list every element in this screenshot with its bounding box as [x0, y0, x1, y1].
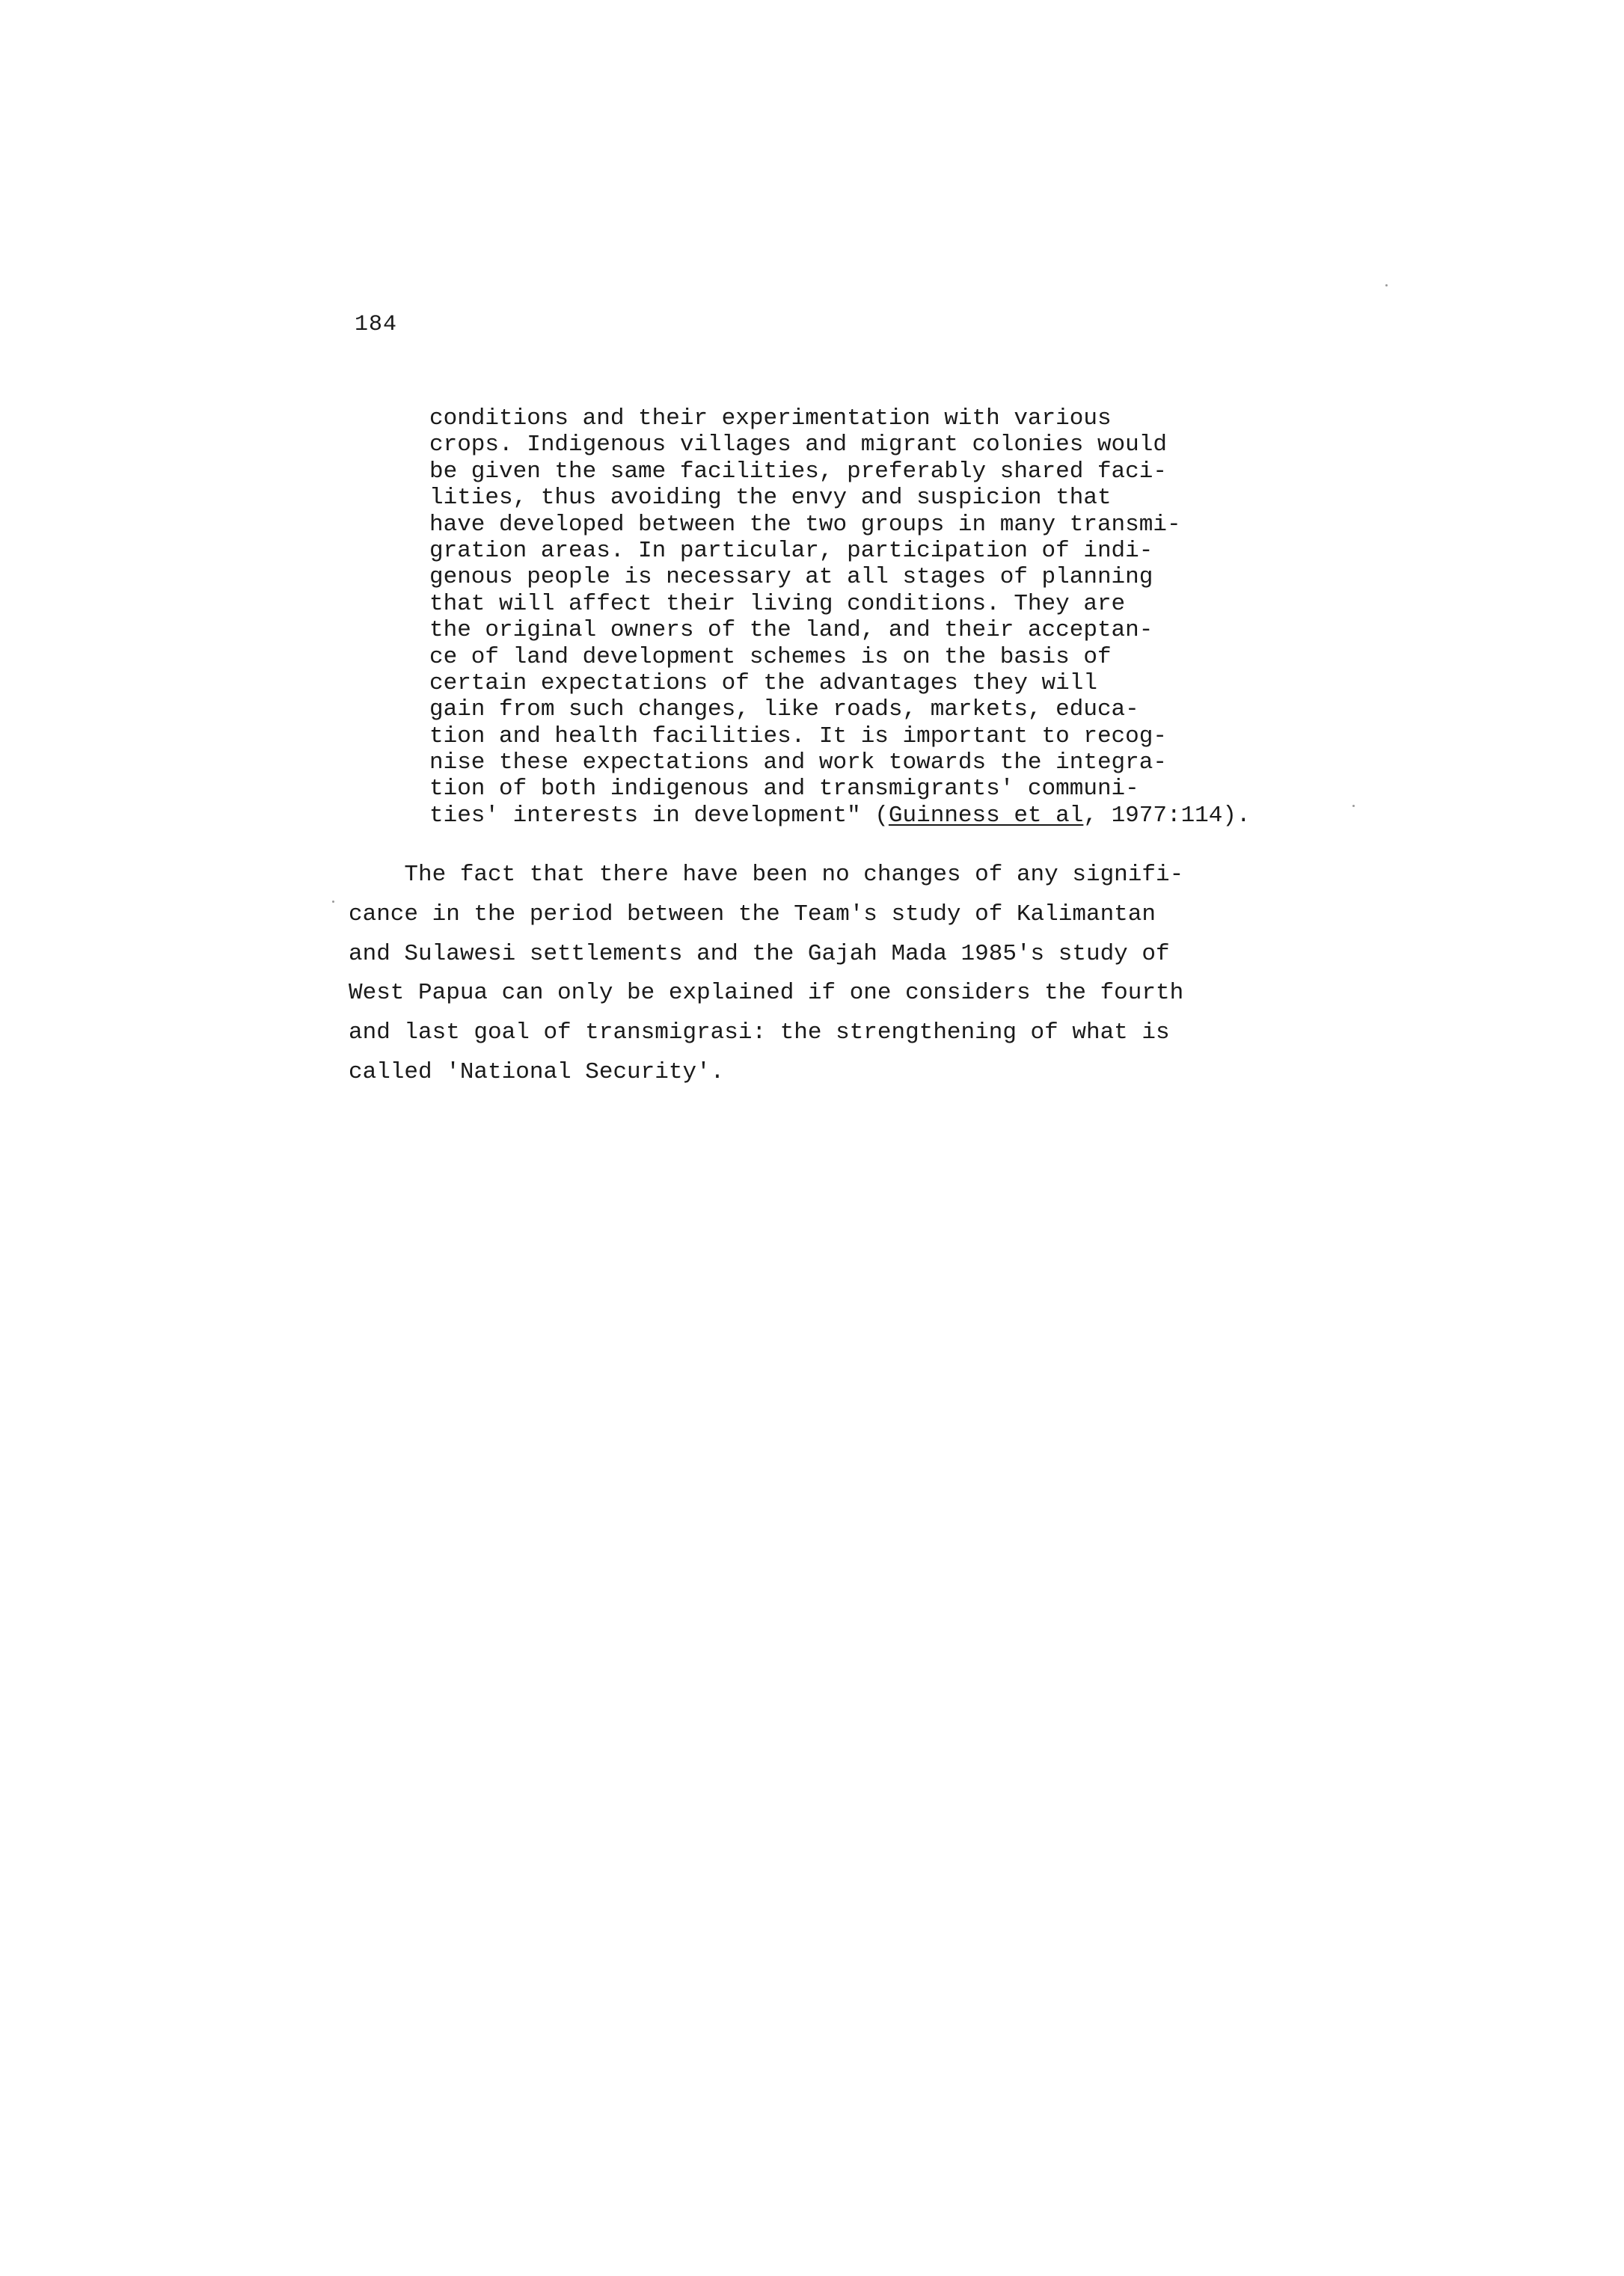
quote-line: lities, thus avoiding the envy and suspicion that — [429, 485, 1112, 512]
scan-speck — [1352, 805, 1355, 807]
citation-author: Guinness et al — [888, 802, 1084, 829]
paragraph-line: and Sulawesi settlements and the Gajah Mada 1985's study of — [349, 940, 1170, 967]
quote-last-line — [429, 803, 1372, 829]
citation-year: , 1977:114). — [1083, 802, 1251, 829]
quote-line: ce of land development schemes is on the basis of — [429, 643, 1112, 670]
quote-line: gration areas. In particular, participation of indi- — [429, 537, 1153, 564]
quote-last-line-text: ties' interests in development" ( — [429, 802, 889, 829]
quote-line: certain expectations of the advantages they will — [429, 669, 1097, 696]
paragraph-line: called 'National Security'. — [349, 1058, 725, 1085]
quote-line: the original owners of the land, and their acceptan- — [429, 617, 1153, 644]
quote-line: tion of both indigenous and transmigrants' communi- — [429, 776, 1139, 803]
paragraph-line: The fact that there have been no changes of any signifi- — [349, 862, 1184, 888]
paragraph-line: West Papua can only be explained if one considers the fourth — [349, 980, 1184, 1007]
quote-line: that will affect their living conditions. They are — [429, 590, 1126, 617]
paragraph-line: and last goal of transmigrasi: the strengthening of what is — [349, 1019, 1170, 1046]
page-number: 184 — [355, 312, 398, 337]
paragraph-line: cance in the period between the Team's study of Kalimantan — [349, 901, 1156, 927]
body-paragraph — [349, 856, 1366, 1093]
scan-speck — [332, 901, 334, 903]
quote-line: be given the same facilities, preferably shared faci- — [429, 458, 1167, 485]
quote-line: gain from such changes, like roads, markets, educa- — [429, 696, 1139, 723]
quote-line: crops. Indigenous villages and migrant colonies would — [429, 432, 1167, 458]
scan-speck — [1385, 284, 1388, 286]
quote-line: conditions and their experimentation with various — [429, 405, 1112, 432]
quote-line: have developed between the two groups in many transmi- — [429, 511, 1181, 538]
quote-line: tion and health facilities. It is important to recog- — [429, 723, 1167, 749]
quote-line: genous people is necessary at all stages of planning — [429, 564, 1153, 591]
block-quote — [429, 405, 1372, 829]
quote-line: nise these expectations and work towards the integra- — [429, 749, 1167, 776]
